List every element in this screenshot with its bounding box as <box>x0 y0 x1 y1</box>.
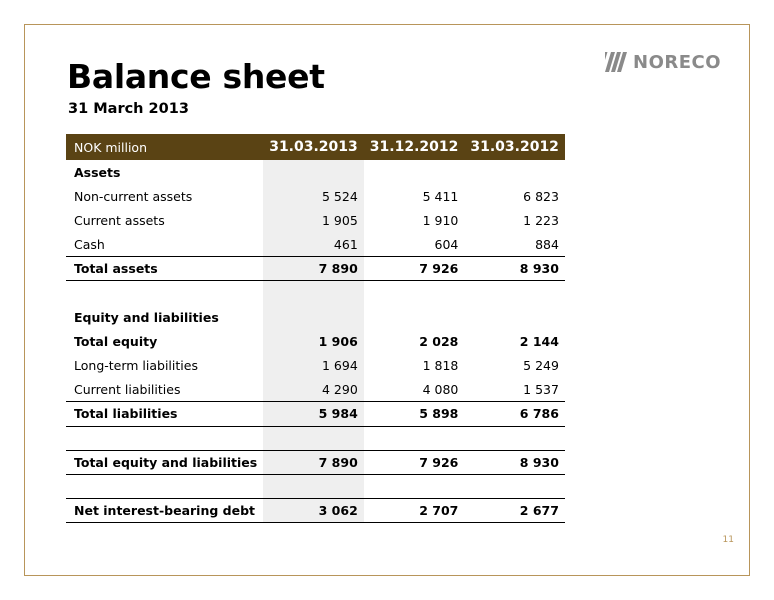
row-label: Equity and liabilities <box>74 309 219 325</box>
row-value: 6 823 <box>523 188 559 204</box>
row-value: 3 062 <box>263 499 364 523</box>
row-value <box>364 160 465 184</box>
row-value: 1 537 <box>523 382 559 398</box>
row-value <box>464 281 565 305</box>
row-value: 8 930 <box>464 257 565 281</box>
row-value: 1 694 <box>263 354 364 378</box>
row-value: 6 786 <box>464 402 565 426</box>
row-value: 4 080 <box>422 382 459 398</box>
table-row <box>66 354 565 378</box>
row-value: 7 890 <box>263 450 364 474</box>
page-number: 11 <box>722 535 734 545</box>
balance-sheet-table <box>66 134 565 523</box>
row-label: Net interest-bearing debt <box>66 499 263 523</box>
row-value: 5 898 <box>364 402 465 426</box>
row-value: 884 <box>535 236 559 252</box>
row-label: Total equity and liabilities <box>66 450 263 474</box>
table-row <box>66 281 565 305</box>
row-value <box>263 426 364 450</box>
table-row <box>66 233 565 257</box>
table-row <box>66 208 565 232</box>
row-value: 5 249 <box>523 358 559 374</box>
page-title: Balance sheet <box>67 57 325 96</box>
row-label: Current liabilities <box>74 382 181 398</box>
row-label: Current assets <box>74 212 165 228</box>
row-value <box>263 305 364 329</box>
table-row <box>66 305 565 329</box>
table-row <box>66 184 565 208</box>
row-label: Cash <box>74 236 105 252</box>
page-subtitle: 31 March 2013 <box>68 101 189 117</box>
noreco-stripes-logo-icon <box>605 52 629 72</box>
row-value: 5 984 <box>263 402 364 426</box>
row-value: 1 818 <box>422 358 459 374</box>
row-value <box>464 160 565 184</box>
row-value: 2 707 <box>364 499 465 523</box>
row-value: 8 930 <box>464 450 565 474</box>
row-value <box>364 474 465 498</box>
row-label <box>66 281 263 305</box>
company-logo <box>605 51 721 73</box>
table-row <box>66 378 565 402</box>
row-value: 2 677 <box>464 499 565 523</box>
row-value: 4 290 <box>263 378 364 402</box>
row-label: Total assets <box>66 257 263 281</box>
table-row <box>66 426 565 450</box>
unit-label: NOK million <box>66 134 263 160</box>
row-label <box>66 474 263 498</box>
row-value: 5 411 <box>422 188 459 204</box>
table-header-row <box>66 134 565 160</box>
row-value <box>464 474 565 498</box>
row-value: 1 905 <box>263 208 364 232</box>
column-header: 31.03.2012 <box>464 134 565 160</box>
table-row <box>66 257 565 281</box>
table-row <box>66 450 565 474</box>
table-row <box>66 474 565 498</box>
row-label: Total liabilities <box>66 402 263 426</box>
row-value: 2 028 <box>419 333 459 349</box>
row-label <box>66 426 263 450</box>
row-value <box>464 426 565 450</box>
table-row <box>66 402 565 426</box>
table-row <box>66 160 565 184</box>
row-value <box>364 426 465 450</box>
row-value: 7 890 <box>263 257 364 281</box>
row-label: Assets <box>74 164 121 180</box>
row-value: 7 926 <box>364 257 465 281</box>
row-value: 461 <box>263 233 364 257</box>
row-value: 5 524 <box>263 184 364 208</box>
logo-text: NORECO <box>633 51 722 73</box>
row-value <box>364 281 465 305</box>
row-value: 1 223 <box>523 212 559 228</box>
table-row <box>66 499 565 523</box>
row-value: 1 906 <box>263 329 364 353</box>
row-value: 604 <box>434 236 459 252</box>
column-header: 31.03.2013 <box>263 134 364 160</box>
row-label: Total equity <box>74 333 158 349</box>
row-value <box>263 281 364 305</box>
row-label: Non-current assets <box>74 188 193 204</box>
row-value: 1 910 <box>422 212 459 228</box>
table-row <box>66 329 565 353</box>
row-value <box>464 305 565 329</box>
row-value: 2 144 <box>519 333 559 349</box>
row-value <box>263 474 364 498</box>
column-header: 31.12.2012 <box>364 134 465 160</box>
row-value: 7 926 <box>364 450 465 474</box>
row-value <box>364 305 465 329</box>
row-label: Long-term liabilities <box>74 358 198 374</box>
row-value <box>263 160 364 184</box>
